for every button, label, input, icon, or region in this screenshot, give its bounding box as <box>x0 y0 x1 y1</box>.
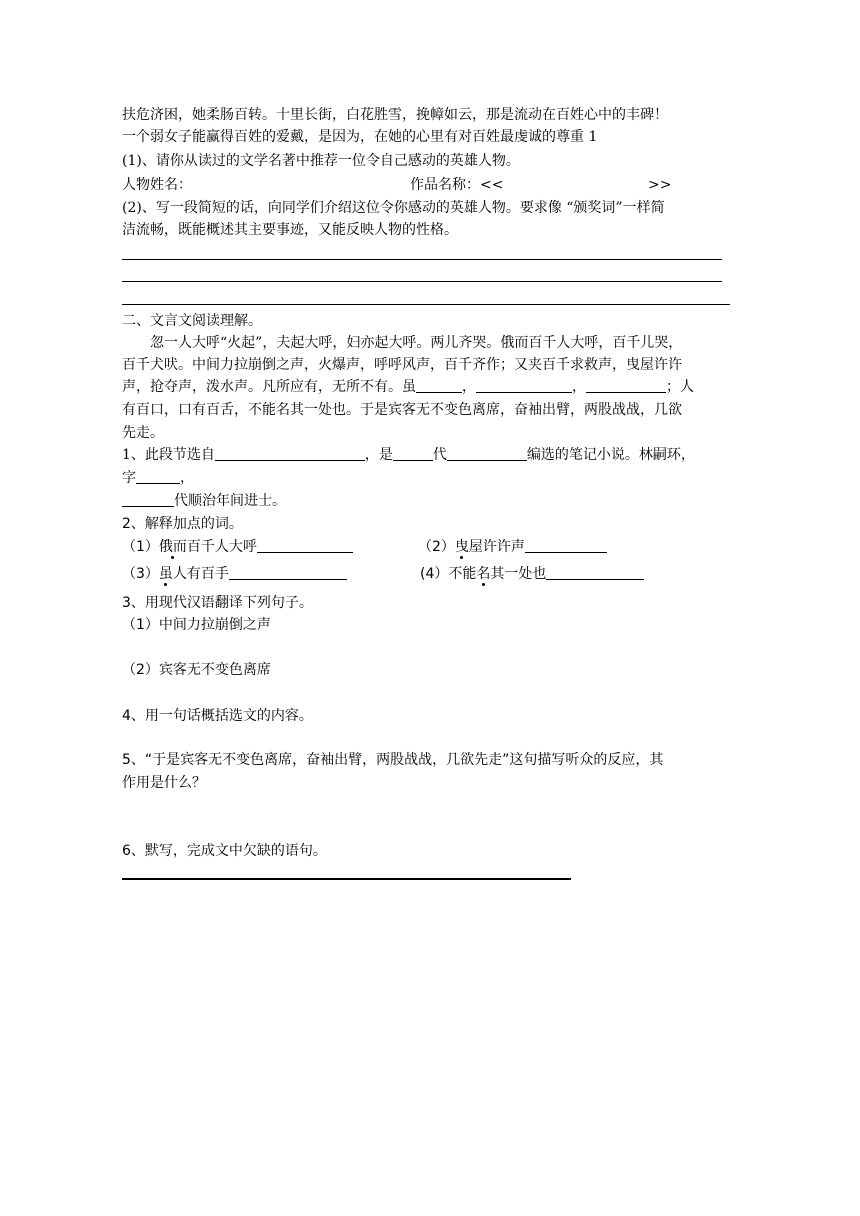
answer-line-3[interactable] <box>122 304 730 305</box>
question-1-text-a: 1、此段节选自 <box>122 447 215 463</box>
editor-blank[interactable] <box>447 444 527 461</box>
item-1-dotted-word: 俄而 <box>158 539 187 555</box>
question-6-answer-line[interactable] <box>122 878 571 880</box>
question-1-text-e: 字 <box>122 470 136 486</box>
passage-sep-3: ；人 <box>666 379 694 395</box>
question-1-text-f: ， <box>180 470 194 486</box>
item-3-dotted-word: 虽 <box>158 566 173 582</box>
passage-sep-1: ， <box>462 379 476 395</box>
question-1-line-3 <box>122 490 286 512</box>
intro-line-2: 一个弱女子能赢得百姓的爱戴，是因为，在她的心里有对百姓最虔诚的尊重 1 <box>122 129 598 145</box>
question-1-text-d: 编选的笔记小说。林嗣环， <box>526 447 695 463</box>
question-1-text-b: ，是 <box>364 447 393 463</box>
passage-blank-1[interactable] <box>416 376 462 393</box>
passage-blank-2[interactable] <box>476 376 572 393</box>
question-2-item-4 <box>420 563 644 585</box>
question-3-item-2: （2）宾客无不变色离席 <box>122 662 271 678</box>
item-4-prefix: (4）不能 <box>420 566 477 582</box>
passage-line-2: 百千犬吠。中间力拉崩倒之声，火爆声，呼呼风声，百千齐作；又夹百千求救声，曳屋许许 <box>122 357 682 373</box>
question-1-text-g: 代顺治年间进士。 <box>174 493 286 509</box>
item-4-dotted-word: 名 <box>476 566 491 582</box>
answer-line-1[interactable] <box>122 259 722 260</box>
question-5-line-1: 5、“于是宾客无不变色离席，奋袖出臂，两股战战，几欲先走”这句描写听众的反应，其 <box>122 752 664 768</box>
source-blank[interactable] <box>215 444 365 461</box>
question-3-item-1: （1）中间力拉崩倒之声 <box>122 617 271 633</box>
question-3-title: 3、用现代汉语翻译下列句子。 <box>122 595 313 611</box>
recommend-question-2-line-1: (2)、写一段简短的话，向同学们介绍这位令你感动的英雄人物。要求像 “颁奖词”一样简 <box>122 200 665 216</box>
dynasty-blank-2[interactable] <box>122 490 174 507</box>
item-1-blank[interactable] <box>257 536 353 553</box>
question-4-title: 4、用一句话概括选文的内容。 <box>122 708 313 724</box>
recommend-question-2-line-2: 洁流畅，既能概述其主要事迹，又能反映人物的性格。 <box>122 222 458 238</box>
question-1-line-1 <box>122 444 695 466</box>
passage-line-5: 先走。 <box>122 425 164 441</box>
item-2-blank[interactable] <box>525 536 607 553</box>
item-3-rest: 人有百手 <box>172 566 229 582</box>
passage-line-4: 有百口，口有百舌，不能名其一处也。于是宾客无不变色离席，奋袖出臂，两股战战，几欲 <box>122 402 682 418</box>
hero-name-label: 人物姓名： <box>122 177 192 193</box>
answer-line-2[interactable] <box>122 281 722 282</box>
dynasty-blank-1[interactable] <box>393 444 433 461</box>
work-name-close: >> <box>648 177 672 193</box>
intro-line-1: 扶危济困，她柔肠百转。十里长街，白花胜雪，挽幛如云，那是流动在百姓心中的丰碑！ <box>122 107 668 123</box>
passage-blank-3[interactable] <box>586 376 666 393</box>
recommend-question-1: (1)、请你从读过的文学名著中推荐一位令自己感动的英雄人物。 <box>122 153 520 169</box>
question-6-title: 6、默写，完成文中欠缺的语句。 <box>122 843 327 859</box>
passage-line-3 <box>122 376 694 398</box>
question-1-text-c: 代 <box>432 447 447 463</box>
item-2-dotted-word: 曳 <box>454 539 469 555</box>
item-1-rest: 百千人大呼 <box>186 539 257 555</box>
question-2-item-2 <box>418 536 607 558</box>
question-2-item-1 <box>122 536 353 558</box>
item-3-prefix: （3） <box>122 566 159 582</box>
passage-line-3-text: 声，抢夺声，泼水声。凡所应有，无所不有。虽 <box>122 379 416 395</box>
question-2-title: 2、解释加点的词。 <box>122 516 243 532</box>
question-1-line-2 <box>122 467 194 489</box>
question-5-line-2: 作用是什么？ <box>122 775 206 791</box>
courtesy-name-blank[interactable] <box>136 467 180 484</box>
section-2-title: 二、文言文阅读理解。 <box>122 313 262 329</box>
item-1-prefix: （1） <box>122 539 159 555</box>
item-3-blank[interactable] <box>229 563 347 580</box>
passage-sep-2: ， <box>572 379 586 395</box>
item-2-rest: 屋许许声 <box>468 539 525 555</box>
question-2-item-3 <box>122 563 347 585</box>
item-4-blank[interactable] <box>546 563 644 580</box>
passage-line-1: 忽一人大呼“火起”，夫起大呼，妇亦起大呼。两儿齐哭。俄而百千人大呼，百千儿哭， <box>150 335 683 351</box>
item-2-prefix: （2） <box>418 539 455 555</box>
item-4-rest: 其一处也 <box>490 566 547 582</box>
work-name-label: 作品名称：<< <box>410 177 504 193</box>
